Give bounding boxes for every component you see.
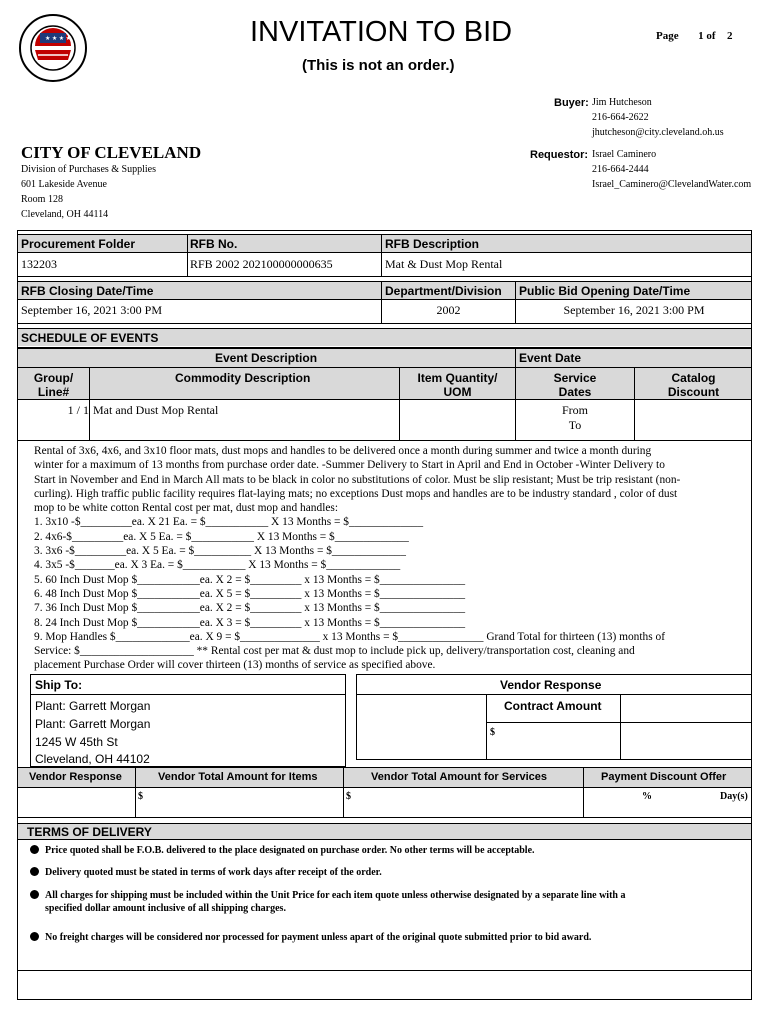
term-item-1: Price quoted shall be F.O.B. delivered to the place designated on purchase order. No other terms will be acceptable. (45, 845, 535, 856)
vendor-response-input[interactable] (18, 788, 135, 817)
description-line: curling). High traffic public facility requires flat-laying mats; no exceptions Dust mops and handles are to be industry standard , color of dust (34, 487, 678, 500)
description-line: 2. 4x6-$_________ea. X 5 Ea. = $___________ X 13 Months = $_____________ (34, 530, 409, 543)
terms-title: TERMS OF DELIVERY (27, 825, 152, 839)
description-line: 5. 60 Inch Dust Mop $___________ea. X 2 = $_________ x 13 Months = $_______________ (34, 573, 466, 586)
opening-label: Public Bid Opening Date/Time (519, 284, 691, 298)
description-line: mop to be white cotton Rental cost per mat, dust mop and handles: (34, 502, 339, 515)
city-room: Room 128 (21, 194, 63, 205)
vendor-total-services-label: Vendor Total Amount for Services (371, 771, 548, 783)
vendor-response-label: Vendor Response (29, 771, 122, 783)
dept-label: Department/Division (385, 284, 502, 298)
bullet-icon (30, 932, 39, 941)
opening-value: September 16, 2021 3:00 PM (563, 303, 705, 317)
vendor-total-services-input[interactable] (354, 788, 582, 817)
requestor-label: Requestor: (530, 149, 589, 161)
description-line: 4. 3x5 -$_______ea. X 3 Ea. = $___________ X 13 Months = $_____________ (34, 559, 401, 572)
bullet-icon (30, 890, 39, 899)
procurement-folder-value: 132203 (21, 257, 57, 271)
city-seal (18, 13, 88, 83)
service-from: From (561, 403, 588, 417)
requestor-phone: 216-664-2444 (592, 164, 649, 175)
description-line: winter for a maximum of 13 months from purchase order date. -Summer Delivery to Start in April and End in October -Winter Delivery to (34, 459, 665, 472)
svg-text:★ ★ ★ ★: ★ ★ ★ ★ (45, 36, 72, 42)
buyer-label: Buyer: (554, 97, 589, 109)
procurement-folder-label: Procurement Folder (21, 237, 136, 251)
ship-to-line4: Cleveland, OH 44102 (35, 752, 150, 766)
schedule-title: SCHEDULE OF EVENTS (21, 331, 159, 345)
city-name: CITY OF CLEVELAND (21, 143, 202, 162)
payment-discount-label: Payment Discount Offer (601, 771, 727, 783)
term-item-3: All charges for shipping must be included within the Unit Price for each item quote unless otherwise designated by a separate line with a (45, 890, 626, 901)
group-label: Group/ Line# (33, 371, 74, 399)
rfb-no-label: RFB No. (190, 237, 238, 251)
description-line: 3. 3x6 -$_________ea. X 5 Ea. = $__________ X 13 Months = $_____________ (34, 545, 406, 558)
term-item-2: Delivery quoted must be stated in terms of work days after receipt of the order. (45, 867, 382, 878)
description-line: 1. 3x10 -$_________ea. X 21 Ea. = $___________ X 13 Months = $_____________ (34, 516, 424, 529)
closing-label: RFB Closing Date/Time (21, 284, 154, 298)
rfb-no-value: RFB 2002 202100000000635 (190, 257, 333, 271)
description-line: 8. 24 Inch Dust Mop $___________ea. X 3 = $_________ x 13 Months = $_______________ (34, 616, 466, 629)
commodity-value: Mat and Dust Mop Rental (93, 403, 219, 417)
term-item-3-cont: specified dollar amount inclusive of all shipping charges. (45, 903, 286, 914)
item-description (34, 444, 750, 673)
description-line: Service: $____________________ ** Rental cost per mat & dust mop to include pick up, delivery/transportation cost, cleaning and (34, 645, 635, 658)
description-line: Rental of 3x6, 4x6, and 3x10 floor mats, dust mops and handles to be delivered once a month during summer and twice a month during (34, 445, 652, 457)
vendor-total-items-input[interactable] (146, 788, 342, 817)
ship-to-line1: Plant: Garrett Morgan (35, 699, 151, 713)
term-item-4: No freight charges will be considered nor processed for payment unless apart of the original quote submitted prior to bid award. (45, 932, 592, 943)
dept-value: 2002 (436, 303, 461, 317)
ship-to-label: Ship To: (35, 678, 83, 692)
description-line: 6. 48 Inch Dust Mop $___________ea. X 5 = $_________ x 13 Months = $_______________ (34, 587, 466, 600)
vendor-total-items-label: Vendor Total Amount for Items (158, 771, 318, 783)
city-citystate: Cleveland, OH 44114 (21, 209, 109, 220)
rfb-desc-value: Mat & Dust Mop Rental (385, 257, 503, 271)
line-number: 1 / 1 (67, 403, 89, 417)
percent-sign: % (642, 791, 652, 802)
catalog-label: Catalog Discount (667, 371, 720, 399)
service-to: To (568, 418, 582, 432)
event-desc-label: Event Description (215, 351, 318, 365)
buyer-email[interactable]: jhutcheson@city.cleveland.oh.us (592, 127, 724, 138)
city-division: Division of Purchases & Supplies (21, 164, 156, 175)
contract-amount-dollar: $ (490, 727, 495, 738)
closing-value: September 16, 2021 3:00 PM (21, 303, 162, 317)
requestor-name: Israel Caminero (592, 149, 657, 160)
vendor-response-title: Vendor Response (500, 678, 602, 692)
qty-label: Item Quantity/ UOM (417, 371, 498, 399)
city-address: 601 Lakeside Avenue (21, 179, 107, 190)
description-line: 9. Mop Handles $_____________ea. X 9 = $______________ x 13 Months = $_______________ Grand Total for thirteen (13) months of (34, 630, 665, 643)
city-seal-graphic (18, 13, 88, 83)
contract-amount-input[interactable] (498, 723, 618, 759)
payment-discount-input[interactable] (585, 788, 640, 817)
buyer-phone: 216-664-2622 (592, 112, 649, 123)
page-indicator: Page 1 of 2 (656, 30, 733, 42)
buyer-name: Jim Hutcheson (592, 97, 652, 108)
page-title: INVITATION TO BID (250, 16, 513, 48)
description-line: Start in November and End in March All mats to be black in color no substitutions of color. Must be slip resistant; Must be trip resistant (non- (34, 473, 681, 486)
description-line: 7. 36 Inch Dust Mop $___________ea. X 2 = $_________ x 13 Months = $_______________ (34, 602, 466, 615)
event-date-label: Event Date (519, 351, 582, 365)
contract-amount-label: Contract Amount (504, 699, 602, 713)
services-dollar: $ (346, 791, 351, 802)
page-subtitle: (This is not an order.) (302, 57, 455, 74)
commodity-label: Commodity Description (175, 371, 311, 385)
days-label: Day(s) (720, 791, 748, 802)
service-label: Service Dates (553, 371, 597, 399)
ship-to-line2: Plant: Garrett Morgan (35, 717, 151, 731)
bullet-icon (30, 867, 39, 876)
rfb-desc-label: RFB Description (385, 237, 480, 251)
ship-to-line3: 1245 W 45th St (35, 735, 118, 749)
description-line: placement Purchase Order will cover thirteen (13) months of service as specified above. (34, 659, 436, 672)
items-dollar: $ (138, 791, 143, 802)
requestor-email[interactable]: Israel_Caminero@ClevelandWater.com (592, 179, 752, 190)
bullet-icon (30, 845, 39, 854)
